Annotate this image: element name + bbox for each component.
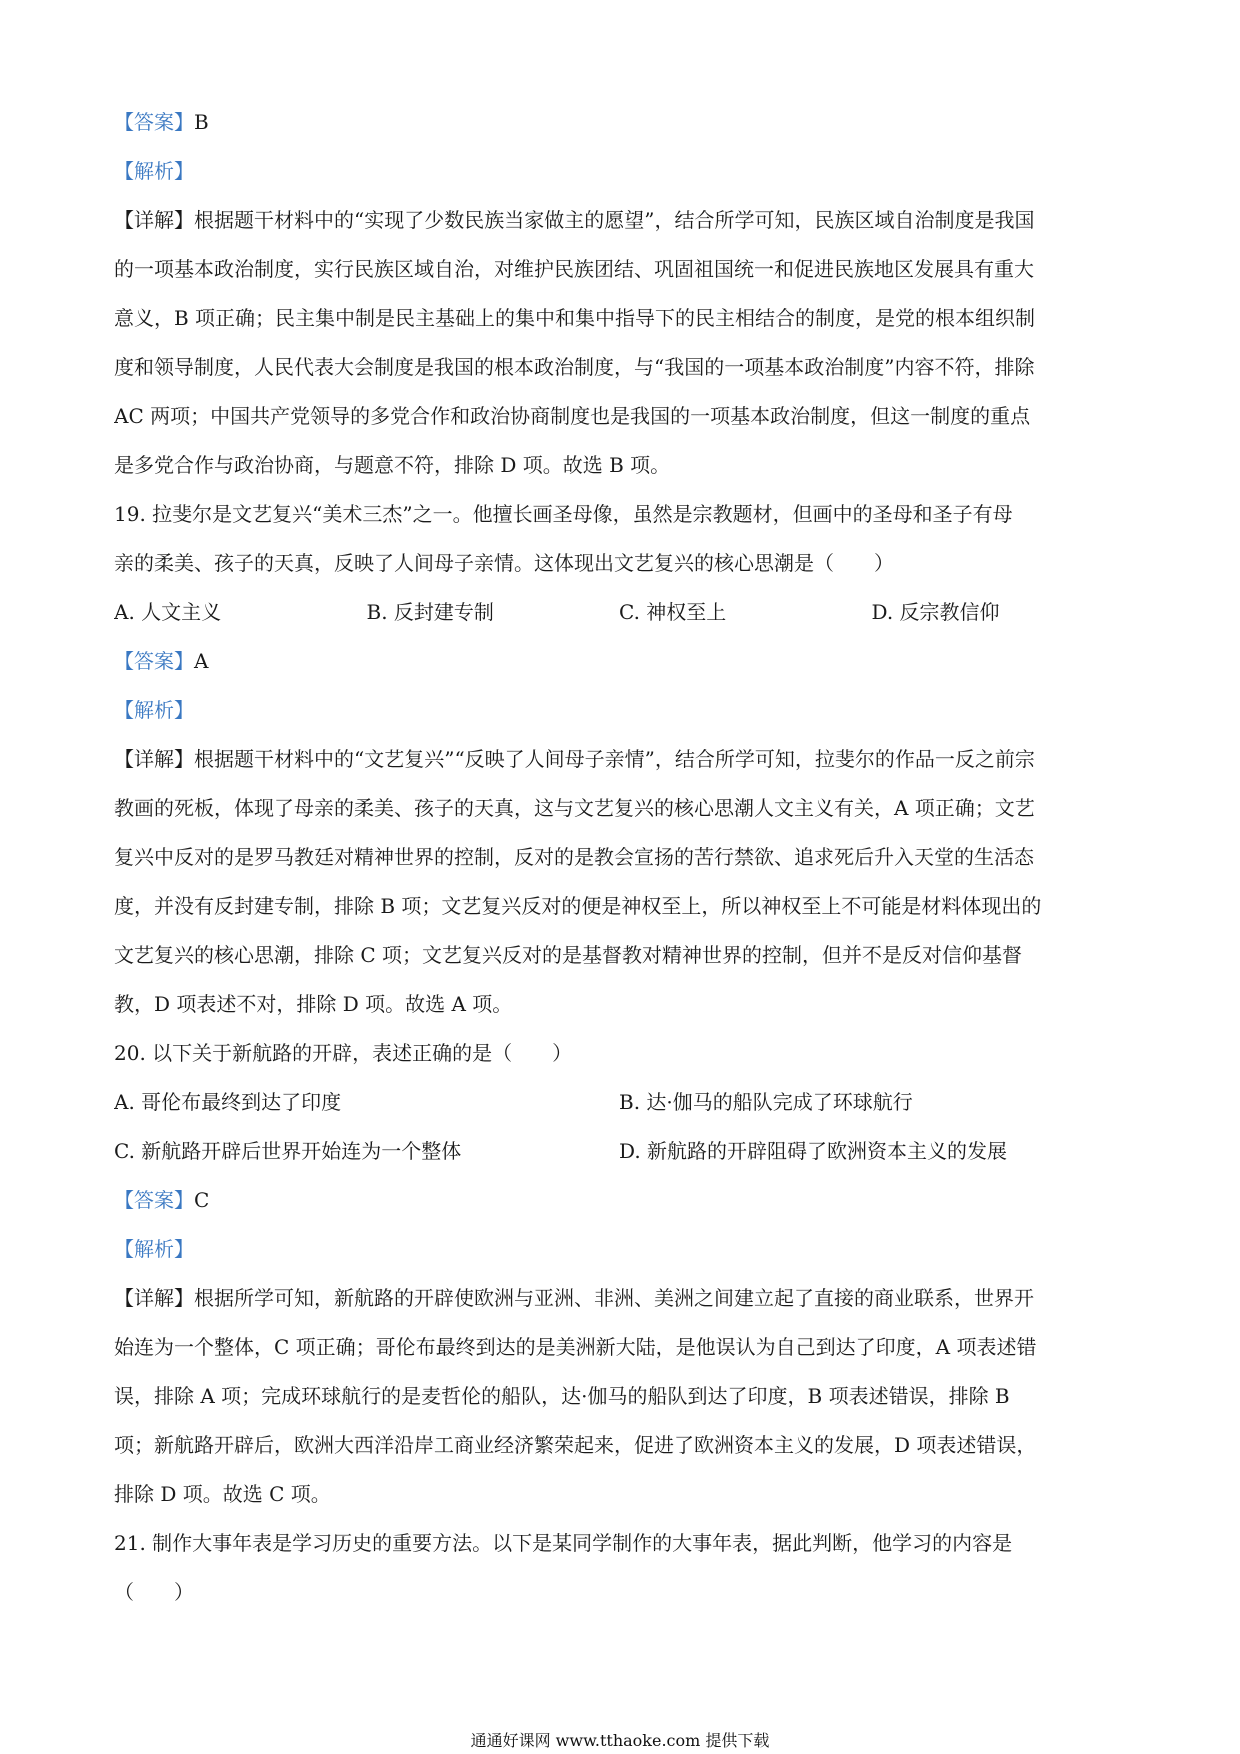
q20-answer	[114, 1176, 1124, 1225]
q19-detail-line	[114, 735, 1124, 784]
detail-text: 根据题干材料中的“文艺复兴”“反映了人间母子亲情”，结合所学可知，拉斐尔的作品一反之前宗	[194, 747, 1035, 771]
detail-label: 【详解】	[114, 208, 194, 232]
option-a: A. 哥伦布最终到达了印度	[114, 1090, 342, 1114]
q18-detail-line: 度和领导制度，人民代表大会制度是我国的根本政治制度，与“我国的一项基本政治制度”内容不符，排除	[114, 355, 1035, 379]
q20-options-row	[114, 1078, 1124, 1127]
q18-detail-line	[114, 196, 1124, 245]
q20-detail-line: 项；新航路开辟后，欧洲大西洋沿岸工商业经济繁荣起来，促进了欧洲资本主义的发展，D 项表述错误，	[114, 1433, 1037, 1457]
answer-label: 【答案】	[114, 1188, 194, 1212]
q20-detail-line: 始连为一个整体，C 项正确；哥伦布最终到达的是美洲新大陆，是他误认为自己到达了印度，A 项表述错	[114, 1335, 1037, 1359]
detail-label: 【详解】	[114, 747, 194, 771]
q20-detail-line: 排除 D 项。故选 C 项。	[114, 1482, 331, 1506]
answer-value: C	[194, 1188, 210, 1212]
q19-stem-line: 19. 拉斐尔是文艺复兴“美术三杰”之一。他擅长画圣母像，虽然是宗教题材，但画中的圣母和圣子有母	[114, 502, 1013, 526]
option-d: D. 反宗教信仰	[871, 600, 1000, 624]
q18-detail-line: 的一项基本政治制度，实行民族区域自治，对维护民族团结、巩固祖国统一和促进民族地区发展具有重大	[114, 257, 1034, 281]
q21-stem-line: （ ）	[114, 1580, 194, 1604]
option-d: D. 新航路的开辟阻碍了欧洲资本主义的发展	[619, 1139, 1008, 1163]
q18-analysis-label	[114, 147, 1124, 196]
document-page	[114, 98, 1124, 1617]
detail-label: 【详解】	[114, 1286, 194, 1310]
q20-options-row	[114, 1127, 1124, 1176]
analysis-label: 【解析】	[114, 1237, 194, 1261]
option-a: A. 人文主义	[114, 600, 222, 624]
analysis-label: 【解析】	[114, 159, 194, 183]
q19-detail-line: 教，D 项表述不对，排除 D 项。故选 A 项。	[114, 992, 513, 1016]
detail-text: 根据所学可知，新航路的开辟使欧洲与亚洲、非洲、美洲之间建立起了直接的商业联系，世界开	[194, 1286, 1034, 1310]
q21-stem-line: 21. 制作大事年表是学习历史的重要方法。以下是某同学制作的大事年表，据此判断，他学习的内容是	[114, 1531, 1013, 1555]
q19-options	[114, 588, 1124, 637]
q20-analysis-label	[114, 1225, 1124, 1274]
q20-detail-line: 误，排除 A 项；完成环球航行的是麦哲伦的船队，达·伽马的船队到达了印度，B 项表述错误，排除 B	[114, 1384, 1010, 1408]
answer-value: A	[194, 649, 209, 673]
detail-text: 根据题干材料中的“实现了少数民族当家做主的愿望”，结合所学可知，民族区域自治制度是我国	[194, 208, 1035, 232]
option-b: B. 反封建专制	[366, 600, 494, 624]
q18-answer	[114, 98, 1124, 147]
q19-analysis-label	[114, 686, 1124, 735]
answer-label: 【答案】	[114, 649, 194, 673]
option-c: C. 新航路开辟后世界开始连为一个整体	[114, 1139, 462, 1163]
q18-detail-line: 是多党合作与政治协商，与题意不符，排除 D 项。故选 B 项。	[114, 453, 671, 477]
page-footer: 通通好课网 www.tthaoke.com 提供下载	[470, 1731, 770, 1750]
q19-detail-line: 复兴中反对的是罗马教廷对精神世界的控制，反对的是教会宣扬的苦行禁欲、追求死后升入天堂的生活态	[114, 845, 1034, 869]
option-c: C. 神权至上	[619, 600, 727, 624]
option-b: B. 达·伽马的船队完成了环球航行	[619, 1090, 913, 1114]
q19-stem-line: 亲的柔美、孩子的天真，反映了人间母子亲情。这体现出文艺复兴的核心思潮是（ ）	[114, 551, 894, 575]
answer-value: B	[194, 110, 209, 134]
analysis-label: 【解析】	[114, 698, 194, 722]
q20-detail-line	[114, 1274, 1124, 1323]
q18-detail-line: AC 两项；中国共产党领导的多党合作和政治协商制度也是我国的一项基本政治制度，但这一制度的重点	[114, 404, 1031, 428]
answer-label: 【答案】	[114, 110, 194, 134]
q19-answer	[114, 637, 1124, 686]
q20-stem: 20. 以下关于新航路的开辟，表述正确的是（ ）	[114, 1041, 573, 1065]
q19-detail-line: 文艺复兴的核心思潮，排除 C 项；文艺复兴反对的是基督教对精神世界的控制，但并不是反对信仰基督	[114, 943, 1023, 967]
q18-detail-line: 意义，B 项正确；民主集中制是民主基础上的集中和集中指导下的民主相结合的制度，是党的根本组织制	[114, 306, 1036, 330]
q19-detail-line: 教画的死板，体现了母亲的柔美、孩子的天真，这与文艺复兴的核心思潮人文主义有关，A 项正确；文艺	[114, 796, 1035, 820]
q19-detail-line: 度，并没有反封建专制，排除 B 项；文艺复兴反对的便是神权至上，所以神权至上不可能是材料体现出的	[114, 894, 1042, 918]
